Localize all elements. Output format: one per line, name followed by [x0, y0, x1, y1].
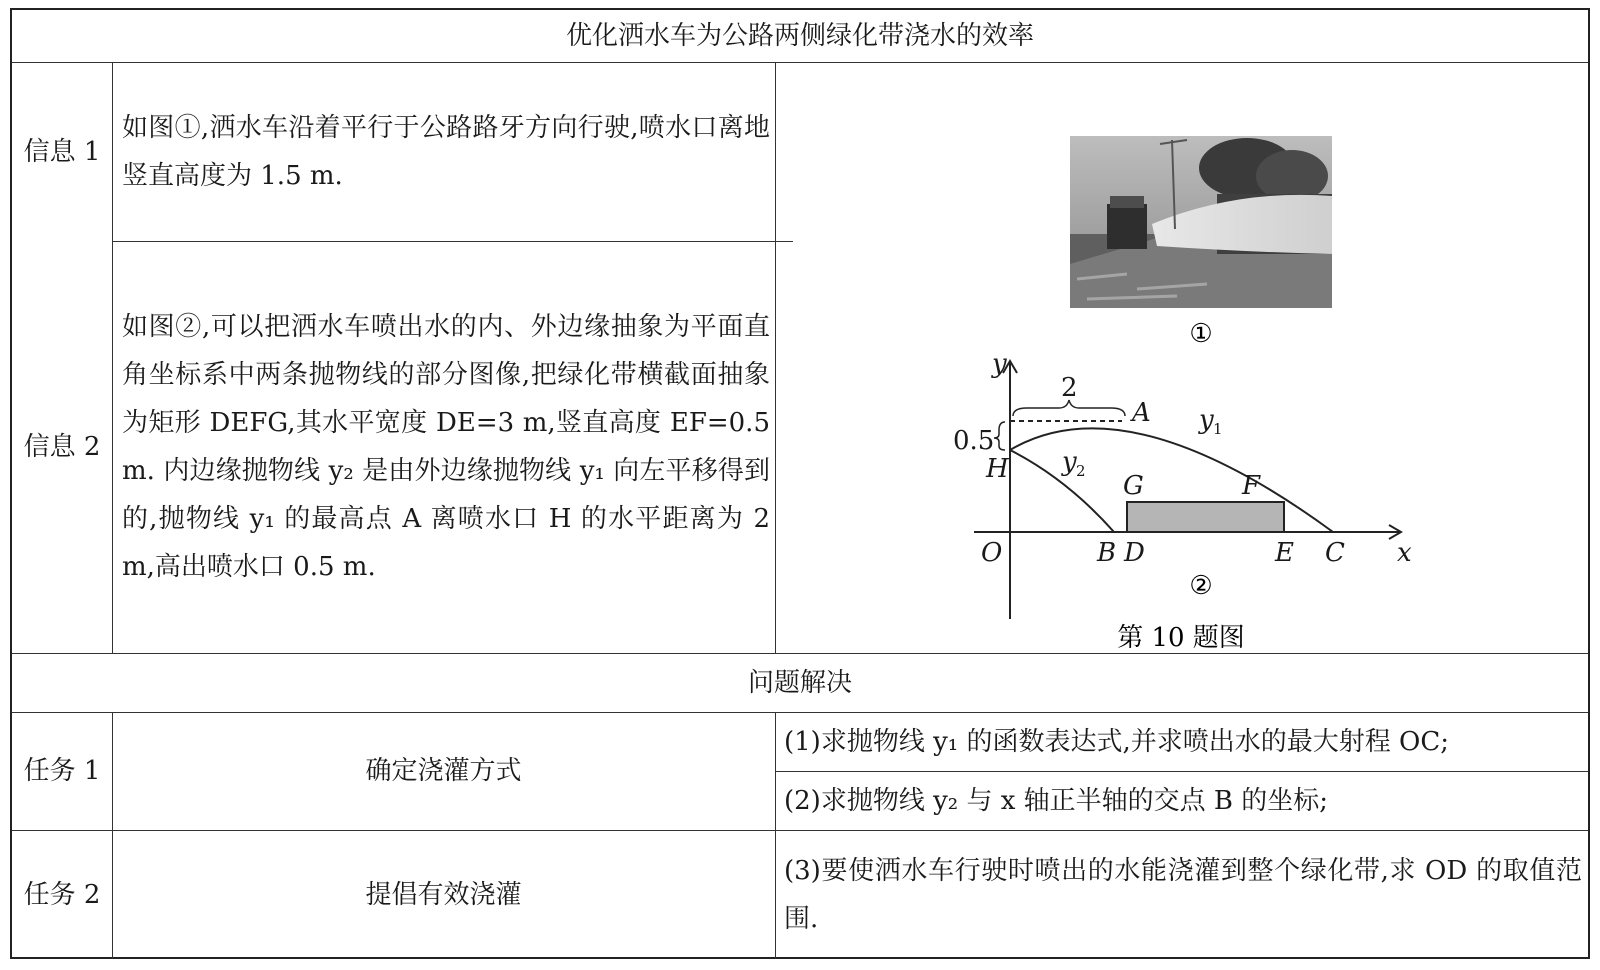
section-title: 问题解决: [747, 667, 852, 698]
photo-label: ①: [1189, 319, 1213, 349]
curve-y2-subscript: 2: [1076, 462, 1086, 480]
diagram-label: ②: [1189, 571, 1213, 601]
origin-label: O: [981, 538, 1003, 568]
divider: [112, 62, 113, 653]
brace-vertical: [994, 422, 1005, 450]
problem-table: [10, 8, 1590, 959]
curve-y2-label: y: [1062, 447, 1077, 477]
point-f-label: F: [1242, 471, 1261, 501]
task-1-name: 确定浇灌方式: [365, 756, 522, 786]
water-truck-photo: [1070, 136, 1332, 308]
y-axis-label: y: [992, 349, 1007, 379]
info-2-text: 如图②,可以把洒水车喷出水的内、外边缘抽象为平面直角坐标系中两条抛物线的部分图像,把绿化带横截面抽象为矩形 DEFG,其水平宽度 DE=3 m,竖直高度 EF=0.5 m. 内边缘抛物线 y₂ 是由外边缘抛物线 y₁ 向左平移得到的,抛物线 y₁ 的最高点 A 离喷水口 H 的水平距离为 2 m,高出喷水口 0.5 m.: [122, 312, 770, 582]
info-1-text: 如图①,洒水车沿着平行于公路路牙方向行驶,喷水口离地竖直高度为 1.5 m.: [122, 112, 770, 191]
info-2-label: 信息 2: [23, 432, 101, 462]
divider: [775, 712, 776, 959]
task-1-question-2: (2)求抛物线 y₂ 与 x 轴正半轴的交点 B 的坐标;: [784, 785, 1329, 816]
height-label: 0.5: [953, 426, 995, 456]
info-1-cell: [122, 62, 772, 241]
curve-y1-label: y: [1199, 405, 1214, 435]
task-2-question-1: (3)要使洒水车行驶时喷出的水能浇灌到整个绿化带,求 OD 的取值范围.: [784, 855, 1582, 934]
coordinate-diagram: [974, 361, 1401, 619]
info-2-cell: [122, 241, 772, 653]
point-g-label: G: [1123, 471, 1144, 501]
point-h-label: H: [986, 454, 1009, 484]
point-d-label: D: [1124, 538, 1145, 568]
figure-cell: [777, 64, 1588, 653]
divider: [775, 62, 776, 653]
task-2-name: 提倡有效浇灌: [365, 879, 522, 910]
point-a-label: A: [1132, 398, 1151, 428]
task-2-label: 任务 2: [23, 879, 101, 910]
task-1-label: 任务 1: [23, 756, 101, 786]
distance-label: 2: [1061, 373, 1078, 403]
point-c-label: C: [1325, 538, 1345, 568]
figure-svg: [777, 64, 1588, 653]
point-b-label: B: [1097, 538, 1117, 568]
task-1-question-1: (1)求抛物线 y₁ 的函数表达式,并求喷出水的最大射程 OC;: [784, 726, 1449, 757]
x-axis-label: x: [1397, 538, 1412, 568]
curve-y1-subscript: 1: [1213, 420, 1223, 438]
info-1-label: 信息 1: [23, 136, 101, 167]
point-e-label: E: [1275, 538, 1294, 568]
figure-caption: 第 10 题图: [1117, 623, 1245, 653]
task-2-cell: [784, 830, 1584, 959]
table-title: 优化洒水车为公路两侧绿化带浇水的效率: [565, 21, 1034, 51]
green-belt-rect: [1127, 502, 1284, 532]
